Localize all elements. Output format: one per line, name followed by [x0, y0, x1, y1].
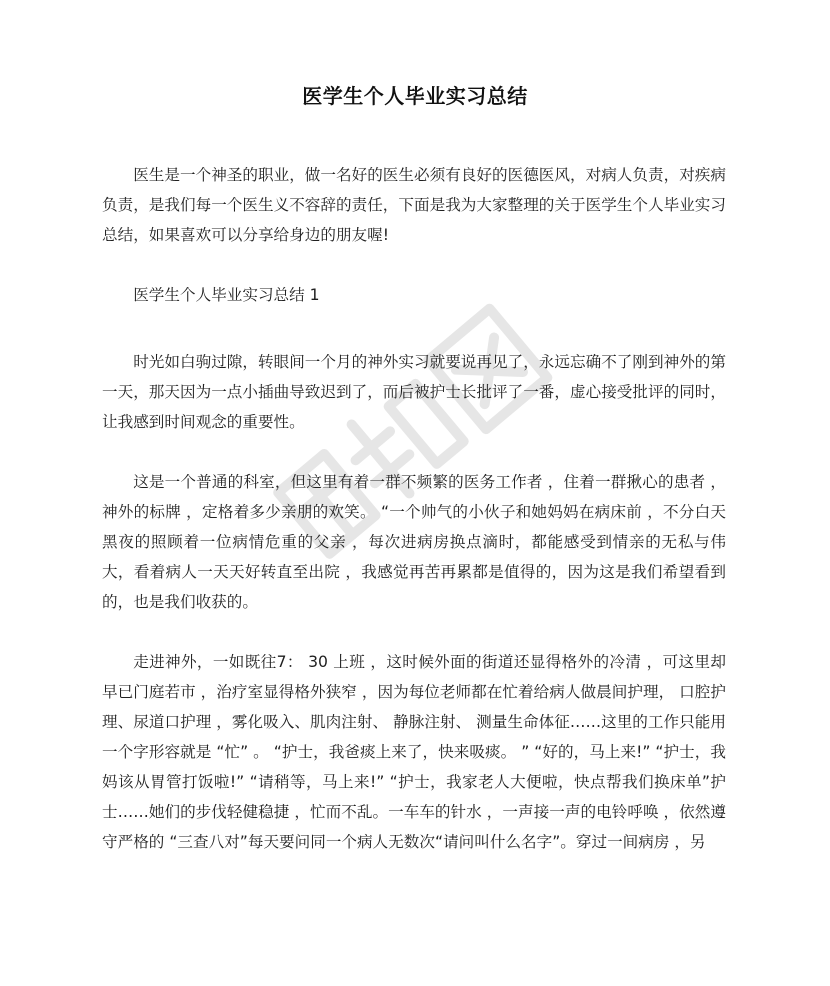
section-paragraph-3: 走进神外，一如既往7： 30 上班 ，这时候外面的街道还显得格外的冷清 ，可这里却早已门庭若市 ，治疗室显得格外狭窄 ，因为每位老师都在忙着给病人做晨间护理， 口腔护理、尿道口护理 ，雾化吸入、肌肉注射、 静脉注射、 测量生命体征……这里的工作只能用一个字形容就是 “忙” 。 “护士，我爸痰上来了，快来吸痰。 ” “好的，马上来!” “护士，我妈该从胃管打饭啦!” “请稍等，马上来!” “护士，我家老人大便啦，快点帮我们换床单”护士……她们的步伐轻健稳捷 ，忙而不乱。一车车的针水 ，一声接一声的电铃呼唤 ，依然遵守严格的 “三查八对”每天要问同一个病人无数次“请问叫什么名字”。穿过一间病房 ，另 [102, 653, 726, 851]
section-paragraph-1: 时光如白驹过隙，转眼间一个月的神外实习就要说再见了，永远忘确不了刚到神外的第一天，那天因为一点小插曲导致迟到了，而后被护士长批评了一番，虚心接受批评的同时，让我感到时间观念的重要性。 [102, 353, 726, 431]
section-paragraph-2: 这是一个普通的科室，但这里有着一群不频繁的医务工作者 ，住着一群揪心的患者 ，神外的标牌 ，定格着多少亲朋的欢笑。 “一个帅气的小伙子和她妈妈在病床前 ，不分白天黑夜的照顾着一位病情危重的父亲 ，每次进病房换点滴时，都能感受到情亲的无私与伟大，看着病人一天天好转直至出院 ，我感觉再苦再累都是值得的，因为这是我们希望看到的，也是我们收获的。 [102, 473, 726, 611]
intro-paragraph: 医生是一个神圣的职业，做一名好的医生必须有良好的医德医风，对病人负责，对疾病负责，是我们每一个医生义不容辞的责任，下面是我为大家整理的关于医学生个人毕业实习总结，如果喜欢可以分享给身边的朋友喔! [102, 166, 726, 244]
document-body [102, 160, 726, 887]
section-heading: 医学生个人毕业实习总结 1 [133, 286, 320, 304]
document-title: 医学生个人毕业实习总结 [302, 84, 528, 108]
